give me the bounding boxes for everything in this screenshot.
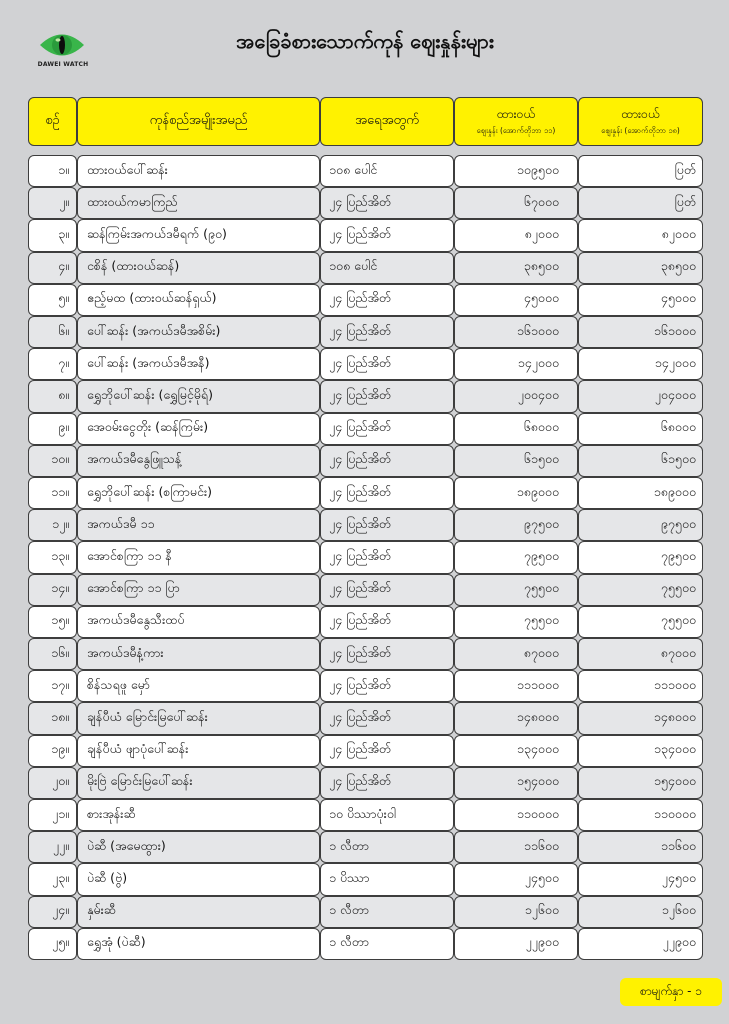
row-item-name: ဆန်ကြမ်းအကယ်ဒမီရက် (၉၀): [77, 219, 320, 251]
header-price-oct-18-sub: ဈေးနှုန်း (အောက်တိုဘာ ၁၈): [601, 126, 680, 135]
header-price-oct-18: [578, 97, 703, 146]
row-item-name: ရွှေဘိုပေါ်ဆန်း (စကြာမင်း): [77, 477, 320, 509]
row-price-oct-11: ၁၅၄၀၀၀: [454, 767, 578, 799]
row-quantity: ၂၄ ပြည်အိတ်: [320, 735, 454, 767]
row-price-oct-11: ၁၀၉၅၀၀: [454, 155, 578, 187]
row-item-name: အကယ်ဒမီနံ့ကား: [77, 638, 320, 670]
row-item-name: အကယ်ဒမီနွေသီးထပ်: [77, 606, 320, 638]
row-quantity: ၂၄ ပြည်အိတ်: [320, 284, 454, 316]
row-serial: ၁၄။: [28, 574, 77, 606]
header-price-oct-11-sub: ဈေးနှုန်း (အောက်တိုဘာ ၁၁): [476, 126, 556, 135]
row-serial: ၆။: [28, 316, 77, 348]
row-price-oct-11: ၁၁၁၀၀၀: [454, 670, 578, 702]
row-price-oct-18: ၆၈၀၀၀: [578, 413, 703, 445]
row-quantity: ၂၄ ပြည်အိတ်: [320, 606, 454, 638]
row-item-name: ထားဝယ်ကမာကြည်: [77, 187, 320, 219]
row-price-oct-11: ၁၁၀၀၀၀: [454, 799, 578, 831]
row-serial: ၂၄။: [28, 896, 77, 928]
page-title: အခြေခံစားသောက်ကုန် ဈေးနှုန်းများ: [236, 29, 494, 53]
row-item-name: ချန်ပီယံ ဖျာပုံပေါ်ဆန်း: [77, 735, 320, 767]
row-price-oct-18: ၁၁၆၀၀: [578, 831, 703, 863]
row-item-name: အောင်စကြာ ၁၁ နီ: [77, 541, 320, 573]
row-price-oct-11: ၈၂၀၀၀: [454, 219, 578, 251]
row-price-oct-18: ၇၉၅၀၀: [578, 541, 703, 573]
row-price-oct-11: ၁၈၉၀၀၀: [454, 477, 578, 509]
row-quantity: ၁၀ ပိဿာပုံးဝါ: [320, 799, 454, 831]
row-price-oct-18: ၃၈၅၀၀: [578, 252, 703, 284]
row-quantity: ၂၄ ပြည်အိတ်: [320, 702, 454, 734]
row-item-name: ပေါ်ဆန်း (အကယ်ဒမီအနီ): [77, 348, 320, 380]
row-serial: ၂၁။: [28, 799, 77, 831]
row-quantity: ၂၄ ပြည်အိတ်: [320, 219, 454, 251]
row-item-name: အကယ်ဒမီနွေဖြူသန့်: [77, 445, 320, 477]
row-price-oct-11: ၆၇၀၀၀: [454, 187, 578, 219]
row-quantity: ၂၄ ပြည်အိတ်: [320, 477, 454, 509]
row-price-oct-11: ၂၀၀၄၀၀: [454, 380, 578, 412]
row-serial: ၂၂။: [28, 831, 77, 863]
row-price-oct-11: ၇၅၅၀၀: [454, 574, 578, 606]
eye-logo-icon: [38, 30, 86, 60]
row-serial: ၃။: [28, 219, 77, 251]
row-serial: ၉။: [28, 413, 77, 445]
row-quantity: ၂၄ ပြည်အိတ်: [320, 348, 454, 380]
header-quantity: အရေအတွက်: [320, 97, 454, 146]
row-price-oct-11: ၁၄၈၀၀၀: [454, 702, 578, 734]
row-price-oct-18: ၁၄၂၀၀၀: [578, 348, 703, 380]
row-price-oct-18: ၁၅၄၀၀၀: [578, 767, 703, 799]
row-price-oct-18: ၁၆၁၀၀၀: [578, 316, 703, 348]
header-price-oct-11-label: ထားဝယ်: [497, 107, 535, 121]
row-quantity: ၁ လီတာ: [320, 928, 454, 960]
row-price-oct-11: ၁၁၆၀၀: [454, 831, 578, 863]
row-price-oct-18: ၂၂၉၀၀: [578, 928, 703, 960]
header-price-oct-18-label: ထားဝယ်: [621, 107, 660, 121]
row-price-oct-11: ၃၈၅၀၀: [454, 252, 578, 284]
row-price-oct-18: ၈၇၀၀၀: [578, 638, 703, 670]
row-price-oct-18: ၁၈၉၀၀၀: [578, 477, 703, 509]
dawei-watch-logo: [32, 30, 94, 76]
row-serial: ၁၂။: [28, 509, 77, 541]
row-price-oct-18: ၇၅၅၀၀: [578, 574, 703, 606]
row-item-name: ပဲဆီ (အမေထွား): [77, 831, 320, 863]
row-serial: ၂။: [28, 187, 77, 219]
row-quantity: ၂၄ ပြည်အိတ်: [320, 380, 454, 412]
row-price-oct-18: ၁၂၆၀၀: [578, 896, 703, 928]
row-price-oct-18: ၂၄၅၀၀: [578, 863, 703, 895]
row-quantity: ၂၄ ပြည်အိတ်: [320, 574, 454, 606]
row-item-name: အောင်စကြာ ၁၁ ပြာ: [77, 574, 320, 606]
row-quantity: ၁၀၈ ပေါင်: [320, 252, 454, 284]
row-item-name: နှမ်းဆီ: [77, 896, 320, 928]
row-price-oct-11: ၉၇၅၀၀: [454, 509, 578, 541]
row-item-name: စားအုန်းဆီ: [77, 799, 320, 831]
row-item-name: ရွှေအုံ (ပဲဆီ): [77, 928, 320, 960]
row-serial: ၅။: [28, 284, 77, 316]
row-serial: ၁။: [28, 155, 77, 187]
row-price-oct-18: ၄၅၀၀၀: [578, 284, 703, 316]
header-price-oct-11: [454, 97, 578, 146]
row-item-name: အေဝမ်းငွေတိုး (ဆန်ကြမ်း): [77, 413, 320, 445]
row-serial: ၁၈။: [28, 702, 77, 734]
row-price-oct-11: ၁၄၂၀၀၀: [454, 348, 578, 380]
row-price-oct-11: ၁၃၄၀၀၀: [454, 735, 578, 767]
row-serial: ၁၅။: [28, 606, 77, 638]
row-serial: ၂၀။: [28, 767, 77, 799]
row-price-oct-18: ၁၃၄၀၀၀: [578, 735, 703, 767]
row-item-name: ရွှေဘိုပေါ်ဆန်း (ရွှေမြင့်မိုရ်): [77, 380, 320, 412]
row-item-name: ပဲဆီ (ဗွဲ): [77, 863, 320, 895]
row-price-oct-11: ၈၇၀၀၀: [454, 638, 578, 670]
row-price-oct-18: ၁၁၀၀၀၀: [578, 799, 703, 831]
header-item-name: ကုန်စည်အမျိုးအမည်: [77, 97, 320, 146]
row-price-oct-11: ၇၅၅၀၀: [454, 606, 578, 638]
row-serial: ၂၃။: [28, 863, 77, 895]
row-price-oct-11: ၂၂၉၀၀: [454, 928, 578, 960]
row-price-oct-11: ၁၂၆၀၀: [454, 896, 578, 928]
row-price-oct-18: ပြတ်: [578, 155, 703, 187]
row-item-name: အကယ်ဒမီ ၁၁: [77, 509, 320, 541]
row-item-name: ဧည့်မထ (ထားဝယ်ဆန်ရှယ်): [77, 284, 320, 316]
row-quantity: ၂၄ ပြည်အိတ်: [320, 670, 454, 702]
row-serial: ၁၇။: [28, 670, 77, 702]
row-price-oct-18: ၁၁၁၀၀၀: [578, 670, 703, 702]
row-item-name: စိန်သရဖူ မှော်: [77, 670, 320, 702]
row-serial: ၁၁။: [28, 477, 77, 509]
page-number: စာမျက်နှာ - ၁: [620, 978, 722, 1006]
row-quantity: ၂၄ ပြည်အိတ်: [320, 541, 454, 573]
row-price-oct-11: ၂၄၅၀၀: [454, 863, 578, 895]
row-price-oct-18: ၆၁၅၀၀: [578, 445, 703, 477]
row-quantity: ၂၄ ပြည်အိတ်: [320, 509, 454, 541]
row-serial: ၁၉။: [28, 735, 77, 767]
row-quantity: ၂၄ ပြည်အိတ်: [320, 187, 454, 219]
row-price-oct-11: ၇၉၅၀၀: [454, 541, 578, 573]
row-quantity: ၁၀၈ ပေါင်: [320, 155, 454, 187]
row-quantity: ၂၄ ပြည်အိတ်: [320, 413, 454, 445]
row-price-oct-18: ၉၇၅၀၀: [578, 509, 703, 541]
row-item-name: ထားဝယ်ပေါ်ဆန်း: [77, 155, 320, 187]
row-price-oct-18: ၇၅၅၀၀: [578, 606, 703, 638]
row-serial: ၄။: [28, 252, 77, 284]
row-quantity: ၂၄ ပြည်အိတ်: [320, 316, 454, 348]
row-serial: ၂၅။: [28, 928, 77, 960]
row-serial: ၈။: [28, 380, 77, 412]
header-serial: စဉ်: [28, 97, 77, 146]
row-serial: ၁၀။: [28, 445, 77, 477]
row-price-oct-11: ၆၁၅၀၀: [454, 445, 578, 477]
row-price-oct-11: ၄၅၀၀၀: [454, 284, 578, 316]
row-quantity: ၁ ပိဿာ: [320, 863, 454, 895]
row-quantity: ၂၄ ပြည်အိတ်: [320, 445, 454, 477]
row-quantity: ၂၄ ပြည်အိတ်: [320, 638, 454, 670]
row-serial: ၇။: [28, 348, 77, 380]
row-price-oct-18: ၁၄၈၀၀၀: [578, 702, 703, 734]
row-serial: ၁၆။: [28, 638, 77, 670]
logo-text: DAWEI WATCH: [37, 61, 89, 68]
row-price-oct-18: ပြတ်: [578, 187, 703, 219]
row-price-oct-11: ၁၆၁၀၀၀: [454, 316, 578, 348]
row-price-oct-11: ၆၈၀၀၀: [454, 413, 578, 445]
row-item-name: ငစိန် (ထားဝယ်ဆန်): [77, 252, 320, 284]
row-item-name: ချန်ပီယံ မြောင်းမြပေါ်ဆန်း: [77, 702, 320, 734]
row-quantity: ၂၄ ပြည်အိတ်: [320, 767, 454, 799]
row-item-name: ပေါ်ဆန်း (အကယ်ဒမီအစိမ်း): [77, 316, 320, 348]
row-price-oct-18: ၂၀၄၀၀၀: [578, 380, 703, 412]
row-serial: ၁၃။: [28, 541, 77, 573]
row-quantity: ၁ လီတာ: [320, 896, 454, 928]
row-item-name: မိုးဗြဲ မြောင်းမြပေါ်ဆန်း: [77, 767, 320, 799]
row-quantity: ၁ လီတာ: [320, 831, 454, 863]
row-price-oct-18: ၈၂၀၀၀: [578, 219, 703, 251]
